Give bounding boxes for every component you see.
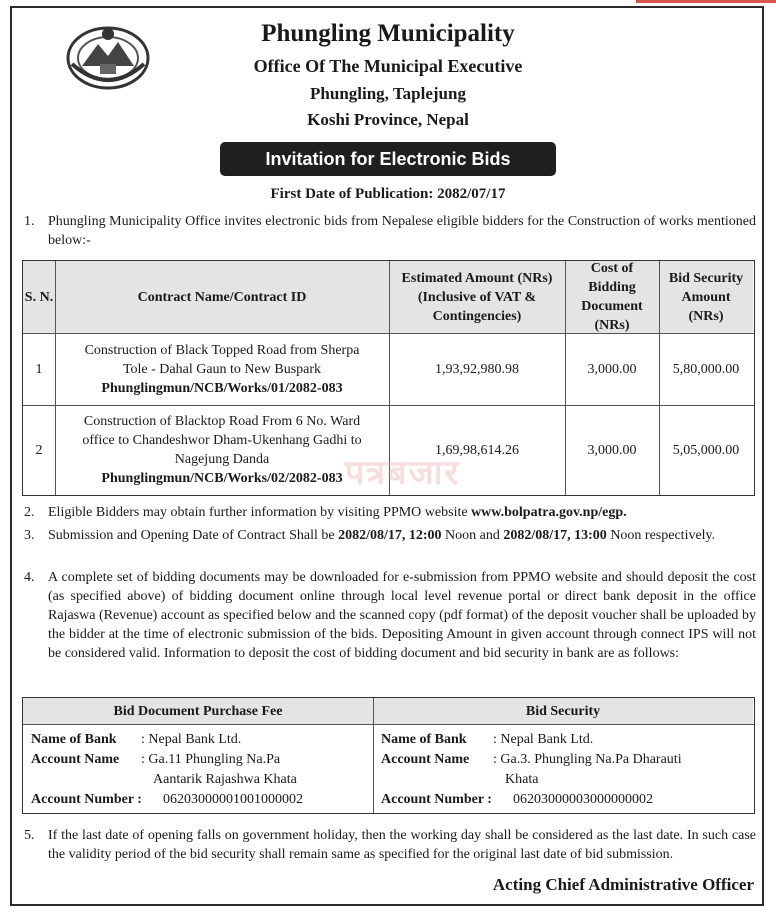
watermark: पत्रबजार xyxy=(345,453,461,493)
row-2-sn: 2 xyxy=(35,442,43,458)
office-name: Office Of The Municipal Executive xyxy=(253,56,523,76)
item-2-text: Eligible Bidders may obtain further information by visiting PPMO website www.bolpatra.gov.np/egp. xyxy=(48,505,627,520)
signature-title: Acting Chief Administrative Officer xyxy=(492,875,754,894)
header-contract-name: Contract Name/Contract ID xyxy=(55,261,389,333)
table-divider xyxy=(23,333,754,334)
location: Phungling, Taplejung xyxy=(310,84,466,103)
header-sn: S. N. xyxy=(23,261,55,333)
row-2-contract-name: Construction of Blacktop Road From 6 No. Ward office to Chandeshwor Dham-Ukenhang Gadhi to Nagejung Danda xyxy=(82,414,362,467)
row-1-contract-id: Phunglingmun/NCB/Works/01/2082-083 xyxy=(101,380,343,396)
table-divider xyxy=(23,405,754,406)
publication-date: First Date of Publication: 2082/07/17 xyxy=(270,186,506,202)
submission-date: 2082/08/17, 12:00 xyxy=(338,528,442,543)
row-2-amount: 1,69,98,614.26 xyxy=(435,442,519,458)
bank-table xyxy=(22,697,755,814)
top-accent-bar xyxy=(636,0,776,3)
item-number: 1. xyxy=(24,214,35,229)
left-account-number-label: Account Number : xyxy=(31,792,142,807)
right-account-name-value-2: Khata xyxy=(505,772,539,787)
table-divider xyxy=(23,724,754,725)
right-bank-name-value: : Nepal Bank Ltd. xyxy=(493,732,594,747)
bank-left-header: Bid Document Purchase Fee xyxy=(23,698,373,724)
left-account-name-value: : Ga.11 Phungling Na.Pa xyxy=(141,752,281,767)
row-2-contract-id: Phunglingmun/NCB/Works/02/2082-083 xyxy=(101,471,343,486)
table-divider xyxy=(55,261,56,495)
row-1-contract-name: Construction of Black Topped Road from Sherpa Tole - Dahal Gaun to New Buspark xyxy=(84,342,360,377)
right-account-name-label: Account Name xyxy=(381,752,470,767)
row-2-contract xyxy=(55,405,389,495)
row-1-cost: 3,000.00 xyxy=(587,361,637,377)
province: Koshi Province, Nepal xyxy=(307,110,469,129)
item-5-text: If the last date of opening falls on government holiday, then the working day shall be considered as the last date. In such case the validity period of the bid security shall remain same as specified for the original last date of bid submission. xyxy=(48,828,756,862)
row-1-contract xyxy=(55,333,389,405)
item-number: 5. xyxy=(24,828,35,843)
org-name: Phungling Municipality xyxy=(261,20,515,47)
left-bank-name-value: : Nepal Bank Ltd. xyxy=(141,732,242,747)
row-2-security: 5,05,000.00 xyxy=(672,442,740,458)
item-4-text: A complete set of bidding documents may be downloaded for e-submission from PPMO website and should deposit the cost (as specified above) of bidding document online through local level revenue portal or direct bank deposit in the office Rajaswa (Revenue) account as specified below and the scanned copy (pdf format) of the deposit voucher shall be uploaded by the bidder at the time of electronic submission of the bids. Depositing Amount in given account through connect IPS will not be considered valid. Information to deposit the cost of bidding document and bid security in bank are as follows: xyxy=(48,570,756,661)
table-divider xyxy=(659,261,660,495)
left-account-name-value-2: Aantarik Rajashwa Khata xyxy=(153,772,297,787)
right-bank-name-label: Name of Bank xyxy=(381,732,467,747)
row-2-cost: 3,000.00 xyxy=(587,442,637,458)
header-bid-security: Bid Security Amount (NRs) xyxy=(659,261,753,333)
right-account-number-label: Account Number : xyxy=(381,792,492,807)
header-estimated-amount: Estimated Amount (NRs) (Inclusive of VAT & Contingencies) xyxy=(389,261,565,333)
left-bank-name-label: Name of Bank xyxy=(31,732,117,747)
bank-right-header: Bid Security xyxy=(373,698,753,724)
row-1-security: 5,80,000.00 xyxy=(672,361,740,377)
table-divider xyxy=(373,698,374,813)
item-1-text: Phungling Municipality Office invites electronic bids from Nepalese eligible bidders for the Construction of works mentioned below:- xyxy=(48,214,756,248)
row-1-sn: 1 xyxy=(35,361,43,377)
right-account-number-value: 06203000003000000002 xyxy=(513,792,653,807)
item-number: 3. xyxy=(24,528,35,543)
row-1-amount: 1,93,92,980.98 xyxy=(435,361,519,377)
item-number: 2. xyxy=(24,505,35,520)
notice-title: Invitation for Electronic Bids xyxy=(220,142,556,176)
table-divider xyxy=(565,261,566,495)
ppmo-url[interactable]: www.bolpatra.gov.np/egp. xyxy=(471,505,627,520)
item-3-text: Submission and Opening Date of Contract Shall be 2082/08/17, 12:00 Noon and 2082/08/17, 13:00 Noon respectively. xyxy=(48,528,716,543)
left-account-name-label: Account Name xyxy=(31,752,120,767)
header-cost-bidding-doc: Cost of Bidding Document (NRs) xyxy=(565,261,659,333)
left-account-number-value: 06203000001001000002 xyxy=(163,792,303,807)
opening-date: 2082/08/17, 13:00 xyxy=(503,528,607,543)
item-number: 4. xyxy=(24,570,35,585)
right-account-name-value: : Ga.3. Phungling Na.Pa Dharauti xyxy=(493,752,682,767)
